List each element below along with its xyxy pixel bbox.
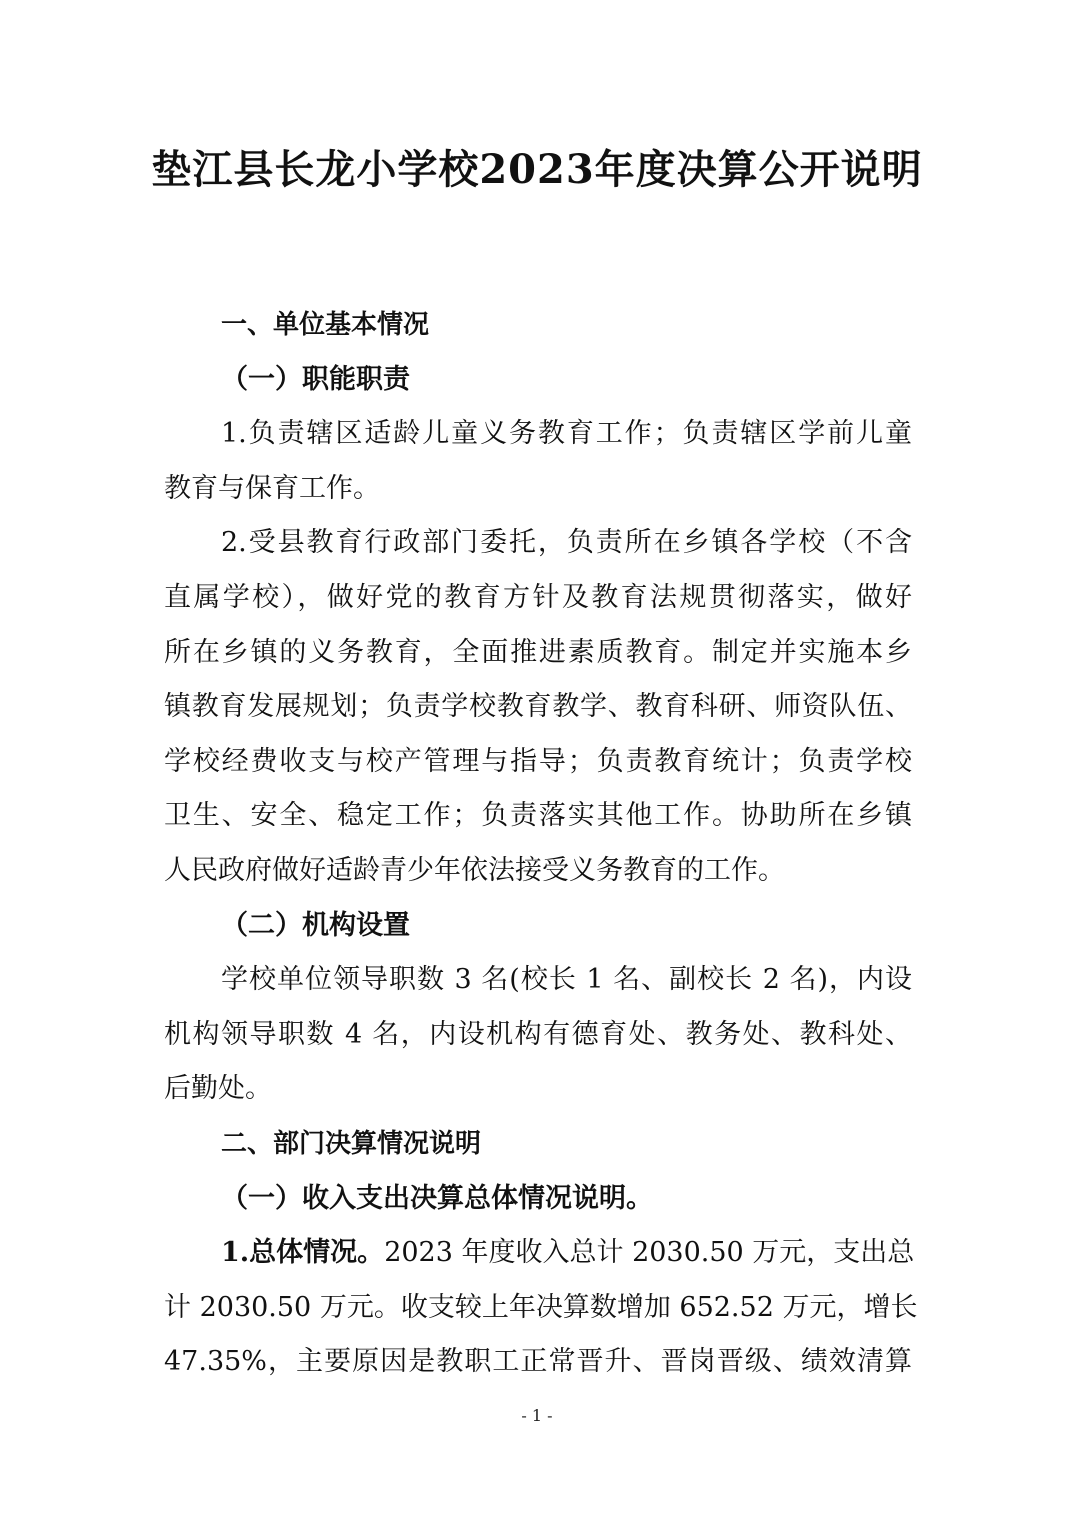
document-title: 垫江县长龙小学校2023年度决算公开说明 (151, 146, 923, 193)
document-body (164, 298, 918, 1390)
paragraph-organization (164, 953, 912, 1117)
paragraph-line: 机构领导职数 4 名，内设机构有德育处、教务处、教科处、 (164, 1018, 912, 1050)
paragraph-line-first (164, 1226, 915, 1281)
paragraph-line: 镇教育发展规划；负责学校教育教学、教育科研、师资队伍、 (164, 691, 912, 723)
paragraph-line: 直属学校），做好党的教育方针及教育法规贯彻落实，做好 (164, 581, 912, 613)
section-heading-final-accounts: 二、部门决算情况说明 (221, 1128, 482, 1159)
subsection-heading-duties: （一）职能职责 (221, 363, 410, 395)
overall-label: 1.总体情况。 (221, 1237, 385, 1269)
paragraph-overall (164, 1226, 918, 1390)
subsection-heading-income-expense: （一）收入支出决算总体情况说明。 (221, 1182, 653, 1214)
paragraph-duty-1 (164, 407, 912, 516)
paragraph-line: 学校单位领导职数 3 名(校长 1 名、副校长 2 名)，内设 (221, 964, 912, 996)
subsection-heading-organization: （二）机构设置 (221, 909, 410, 941)
paragraph-line: 1.负责辖区适龄儿童义务教育工作；负责辖区学前儿童 (221, 418, 912, 450)
paragraph-line: 人民政府做好适龄青少年依法接受义务教育的工作。 (164, 854, 785, 886)
section-heading-basic-info: 一、单位基本情况 (221, 310, 430, 340)
paragraph-duty-2 (164, 516, 912, 898)
paragraph-line: 2.受县教育行政部门委托，负责所在乡镇各学校（不含 (221, 527, 912, 559)
overall-text: 2023 年度收入总计 2030.50 万元，支出总 (384, 1237, 915, 1269)
paragraph-line: 后勤处。 (164, 1073, 272, 1105)
paragraph-line: 所在乡镇的义务教育，全面推进素质教育。制定并实施本乡 (164, 636, 912, 668)
paragraph-line: 计 2030.50 万元。收支较上年决算数增加 652.52 万元，增长 (164, 1291, 918, 1323)
page-number: - 1 - (521, 1406, 553, 1425)
paragraph-line: 卫生、安全、稳定工作；负责落实其他工作。协助所在乡镇 (164, 800, 912, 832)
paragraph-line: 教育与保育工作。 (164, 472, 380, 504)
paragraph-line: 学校经费收支与校产管理与指导；负责教育统计；负责学校 (164, 745, 912, 777)
paragraph-line: 47.35%，主要原因是教职工正常晋升、晋岗晋级、绩效清算 (164, 1346, 912, 1378)
